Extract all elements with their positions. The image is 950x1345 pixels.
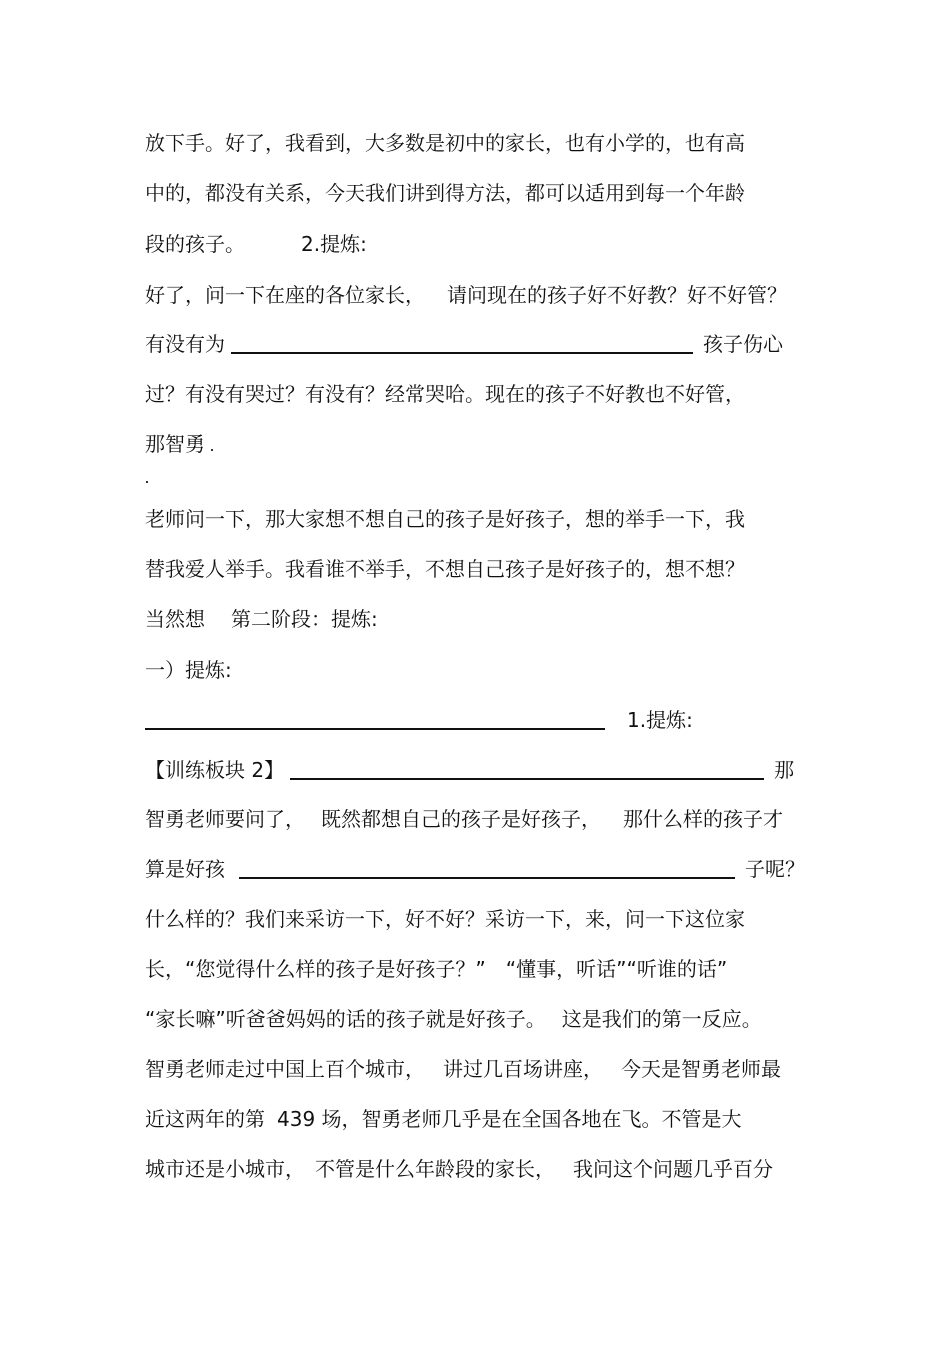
text-line-10: [145, 605, 378, 633]
fill-blank: [290, 764, 764, 780]
text-segment: 算是好孩: [145, 857, 225, 881]
text-line-18: [145, 1005, 762, 1033]
text-line-8: [145, 505, 745, 533]
text-segment: 老师问一下，那大家想不想自己的孩子是好孩子，想的举手一下，我: [145, 507, 745, 531]
fill-blank: [239, 863, 735, 879]
text-line-21: [145, 1155, 773, 1183]
text-segment: 这是我们的第一反应。: [561, 1007, 762, 1031]
text-segment: 放下手。好了，我看到，大多数是初中的家长，也有小学的，也有高: [145, 131, 745, 155]
text-segment: 智勇老师要问了，: [145, 807, 305, 831]
text-segment: “懂事，听话”“听谁的话”: [505, 957, 728, 981]
text-segment: 智勇老师走过中国上百个城市，: [145, 1057, 425, 1081]
text-segment: 中的，都没有关系，今天我们讲到得方法，都可以适用到每一个年龄: [145, 181, 745, 205]
text-segment: 好了，问一下在座的各位家长，: [145, 283, 425, 307]
text-segment: 长，“您觉得什么样的孩子是好孩子？”: [145, 957, 486, 981]
text-segment: 请问现在的孩子好不好教？好不好管？: [447, 283, 787, 307]
text-segment: 城市还是小城市，: [145, 1157, 305, 1181]
text-segment: 不管是什么年龄段的家长，: [315, 1157, 555, 1181]
text-line-4: [145, 281, 787, 309]
text-segment: 既然都想自己的孩子是好孩子，: [321, 807, 601, 831]
text-line-15: [145, 855, 805, 883]
section-heading: 一）提炼:: [145, 658, 232, 682]
section-heading: 1.提炼:: [627, 708, 693, 732]
text-line-12: [145, 706, 693, 734]
text-line-19: [145, 1055, 781, 1083]
text-line-9: [145, 555, 745, 583]
text-segment: 那: [774, 758, 795, 782]
text-line-2: [145, 179, 745, 207]
text-line-13: [145, 756, 794, 784]
text-line-7: [145, 430, 205, 458]
speck: [211, 449, 213, 451]
text-segment: 我问这个问题几乎百分: [573, 1157, 773, 1181]
text-segment: 那智勇: [145, 432, 205, 456]
text-segment: 孩子伤心: [703, 332, 783, 356]
speck: [146, 481, 148, 483]
section-heading: 【训练板块 2】: [145, 758, 285, 782]
text-segment: 什么样的？我们来采访一下，好不好？采访一下，来，问一下这位家: [145, 907, 745, 931]
text-line-11: [145, 656, 232, 684]
text-segment: 今天是智勇老师最: [621, 1057, 781, 1081]
text-segment: 过？有没有哭过？有没有？经常哭哈。现在的孩子不好教也不好管，: [145, 382, 745, 406]
text-segment: 讲过几百场讲座，: [443, 1057, 603, 1081]
text-segment: 近这两年的第: [145, 1107, 265, 1131]
fill-blank: [231, 338, 693, 354]
fill-blank: [145, 714, 605, 730]
text-line-20: [145, 1105, 742, 1133]
text-line-3: [145, 230, 367, 258]
text-segment: 子呢？: [745, 857, 805, 881]
text-line-14: [145, 805, 783, 833]
text-segment: 替我爱人举手。我看谁不举手，不想自己孩子是好孩子的，想不想？: [145, 557, 745, 581]
text-segment: 那什么样的孩子才: [623, 807, 783, 831]
text-segment: 有没有为: [145, 332, 225, 356]
text-segment: “家长嘛”听爸爸妈妈的话的孩子就是好孩子。: [145, 1007, 546, 1031]
text-line-6: [145, 380, 745, 408]
section-heading: 第二阶段：提炼:: [231, 607, 378, 631]
text-segment: 439 场，智勇老师几乎是在全国各地在飞。不管是大: [277, 1107, 742, 1131]
text-segment: 段的孩子。: [145, 232, 245, 256]
section-heading: 2.提炼:: [301, 232, 367, 256]
text-line-17: [145, 955, 727, 983]
text-line-1: [145, 129, 745, 157]
text-line-16: [145, 905, 745, 933]
text-segment: 当然想: [145, 607, 205, 631]
text-line-5: [145, 330, 783, 358]
